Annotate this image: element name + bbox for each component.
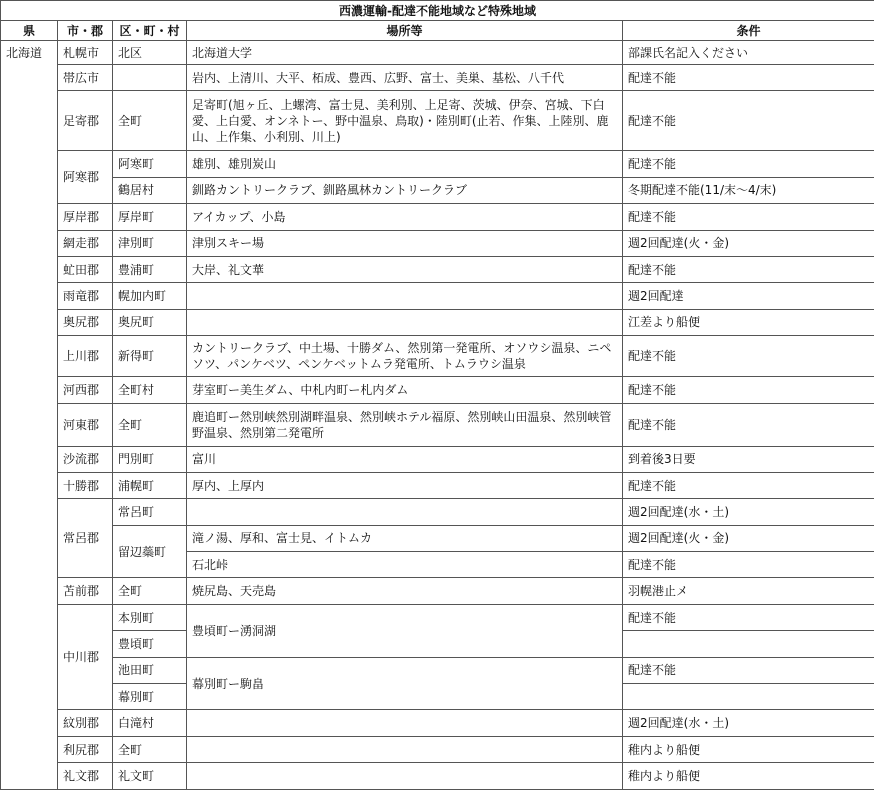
condition-cell: 配達不能 bbox=[623, 91, 874, 151]
table-row bbox=[1, 736, 874, 762]
place-cell: 足寄町(旭ヶ丘、上螺湾、富士見、美利別、上足寄、茨城、伊奈、宮城、下白愛、上白愛、オンネトー、野中温泉、鳥取)・陸別町(止若、作集、上陸別、鹿山、上作集、小利別、川上) bbox=[187, 91, 623, 151]
condition-cell: 週2回配達(水・土) bbox=[623, 499, 874, 525]
city-cell: 紋別郡 bbox=[58, 710, 113, 736]
ward-cell: 幌加内町 bbox=[113, 283, 187, 309]
city-cell: 奥尻郡 bbox=[58, 309, 113, 335]
condition-cell: 配達不能 bbox=[623, 604, 874, 630]
place-cell: 岩内、上清川、大平、柘成、豊西、広野、富士、美巣、基松、八千代 bbox=[187, 65, 623, 91]
condition-cell: 部課氏名記入ください bbox=[623, 41, 874, 65]
table-row bbox=[1, 763, 874, 789]
condition-cell: 配達不能 bbox=[623, 151, 874, 177]
ward-cell: 豊浦町 bbox=[113, 256, 187, 282]
city-cell: 苫前郡 bbox=[58, 578, 113, 604]
ward-cell: 厚岸町 bbox=[113, 204, 187, 230]
ward-cell: 全町 bbox=[113, 578, 187, 604]
ward-cell: 鶴居村 bbox=[113, 177, 187, 203]
prefecture-cell: 北海道 bbox=[1, 41, 58, 790]
city-cell: 帯広市 bbox=[58, 65, 113, 91]
place-cell: 津別スキー場 bbox=[187, 230, 623, 256]
place-cell bbox=[187, 736, 623, 762]
place-cell: 鹿追町ー然別峡然別湖畔温泉、然別峡ホテル福原、然別峡山田温泉、然別峡管野温泉、然別第二発電所 bbox=[187, 403, 623, 446]
city-cell: 利尻郡 bbox=[58, 736, 113, 762]
city-cell: 河西郡 bbox=[58, 377, 113, 403]
city-cell: 虻田郡 bbox=[58, 256, 113, 282]
condition-cell: 配達不能 bbox=[623, 403, 874, 446]
place-cell: 大岸、礼文華 bbox=[187, 256, 623, 282]
ward-cell: 浦幌町 bbox=[113, 472, 187, 498]
table-row bbox=[1, 336, 874, 377]
city-cell: 常呂郡 bbox=[58, 499, 113, 578]
place-cell: 釧路カントリークラブ、釧路風林カントリークラブ bbox=[187, 177, 623, 203]
ward-cell: 津別町 bbox=[113, 230, 187, 256]
table-row bbox=[1, 578, 874, 604]
condition-cell: 江差より船便 bbox=[623, 309, 874, 335]
table-row bbox=[1, 65, 874, 91]
table-row bbox=[1, 657, 874, 683]
condition-cell: 週2回配達(火・金) bbox=[623, 230, 874, 256]
condition-cell: 稚内より船便 bbox=[623, 763, 874, 789]
condition-cell: 配達不能 bbox=[623, 204, 874, 230]
city-cell: 十勝郡 bbox=[58, 472, 113, 498]
place-cell bbox=[187, 309, 623, 335]
place-cell: 北海道大学 bbox=[187, 41, 623, 65]
condition-cell: 配達不能 bbox=[623, 377, 874, 403]
table-title: 西濃運輸-配達不能地域など特殊地域 bbox=[1, 1, 874, 21]
ward-cell: 留辺蘂町 bbox=[113, 525, 187, 578]
ward-cell: 全町 bbox=[113, 403, 187, 446]
place-cell: 焼尻島、天売島 bbox=[187, 578, 623, 604]
table-row bbox=[1, 446, 874, 472]
condition-cell: 週2回配達(火・金) bbox=[623, 525, 874, 551]
city-cell: 沙流郡 bbox=[58, 446, 113, 472]
condition-cell: 稚内より船便 bbox=[623, 736, 874, 762]
ward-cell: 門別町 bbox=[113, 446, 187, 472]
table-row bbox=[1, 91, 874, 151]
ward-cell: 奥尻町 bbox=[113, 309, 187, 335]
place-cell: 富川 bbox=[187, 446, 623, 472]
title-row bbox=[1, 1, 874, 21]
place-cell: カントリークラブ、中土場、十勝ダム、然別第一発電所、オソウシ温泉、ニペソツ、パンケベツ、ペンケベットムラ発電所、トムラウシ温泉 bbox=[187, 336, 623, 377]
table-row bbox=[1, 256, 874, 282]
ward-cell: 常呂町 bbox=[113, 499, 187, 525]
place-cell: アイカップ、小島 bbox=[187, 204, 623, 230]
city-cell: 河東郡 bbox=[58, 403, 113, 446]
city-cell: 札幌市 bbox=[58, 41, 113, 65]
table-row bbox=[1, 710, 874, 736]
ward-cell: 白滝村 bbox=[113, 710, 187, 736]
header-city-county: 市・郡 bbox=[58, 21, 113, 41]
table-head bbox=[1, 1, 874, 41]
ward-cell: 北区 bbox=[113, 41, 187, 65]
table-row bbox=[1, 403, 874, 446]
table-row bbox=[1, 525, 874, 551]
condition-cell: 週2回配達(水・土) bbox=[623, 710, 874, 736]
header-ward-town-village: 区・町・村 bbox=[113, 21, 187, 41]
place-cell bbox=[187, 283, 623, 309]
ward-cell: 阿寒町 bbox=[113, 151, 187, 177]
table-row bbox=[1, 499, 874, 525]
condition-cell: 冬期配達不能(11/末〜4/末) bbox=[623, 177, 874, 203]
city-cell: 阿寒郡 bbox=[58, 151, 113, 204]
place-cell: 滝ノ湯、厚和、富士見、イトムカ bbox=[187, 525, 623, 551]
condition-cell bbox=[623, 631, 874, 657]
table-row bbox=[1, 283, 874, 309]
place-cell: 雄別、雄別炭山 bbox=[187, 151, 623, 177]
place-cell: 厚内、上厚内 bbox=[187, 472, 623, 498]
city-cell: 厚岸郡 bbox=[58, 204, 113, 230]
table-row bbox=[1, 151, 874, 177]
condition-cell: 配達不能 bbox=[623, 336, 874, 377]
city-cell: 足寄郡 bbox=[58, 91, 113, 151]
city-cell: 上川郡 bbox=[58, 336, 113, 377]
table-row bbox=[1, 472, 874, 498]
ward-cell bbox=[113, 65, 187, 91]
header-prefecture: 県 bbox=[1, 21, 58, 41]
ward-cell: 全町 bbox=[113, 91, 187, 151]
place-cell bbox=[187, 710, 623, 736]
header-row bbox=[1, 21, 874, 41]
header-condition: 条件 bbox=[623, 21, 874, 41]
city-cell: 礼文郡 bbox=[58, 763, 113, 789]
table-row bbox=[1, 41, 874, 65]
condition-cell: 到着後3日要 bbox=[623, 446, 874, 472]
city-cell: 網走郡 bbox=[58, 230, 113, 256]
condition-cell: 週2回配達 bbox=[623, 283, 874, 309]
place-cell bbox=[187, 499, 623, 525]
ward-cell: 幕別町 bbox=[113, 684, 187, 710]
table-row bbox=[1, 309, 874, 335]
place-cell bbox=[187, 763, 623, 789]
condition-cell bbox=[623, 684, 874, 710]
table-body bbox=[1, 41, 874, 790]
city-cell: 雨竜郡 bbox=[58, 283, 113, 309]
header-place: 場所等 bbox=[187, 21, 623, 41]
ward-cell: 池田町 bbox=[113, 657, 187, 683]
condition-cell: 配達不能 bbox=[623, 256, 874, 282]
condition-cell: 配達不能 bbox=[623, 472, 874, 498]
ward-cell: 新得町 bbox=[113, 336, 187, 377]
ward-cell: 全町 bbox=[113, 736, 187, 762]
ward-cell: 礼文町 bbox=[113, 763, 187, 789]
condition-cell: 配達不能 bbox=[623, 65, 874, 91]
place-cell: 豊頃町ー湧洞湖 bbox=[187, 604, 623, 657]
place-cell: 芽室町ー美生ダム、中札内町ー札内ダム bbox=[187, 377, 623, 403]
table-row bbox=[1, 604, 874, 630]
condition-cell: 配達不能 bbox=[623, 552, 874, 578]
ward-cell: 豊頃町 bbox=[113, 631, 187, 657]
ward-cell: 本別町 bbox=[113, 604, 187, 630]
place-cell: 幕別町ー駒畠 bbox=[187, 657, 623, 710]
table-row bbox=[1, 204, 874, 230]
city-cell: 中川郡 bbox=[58, 604, 113, 710]
condition-cell: 羽幌港止メ bbox=[623, 578, 874, 604]
table-row bbox=[1, 177, 874, 203]
place-cell: 石北峠 bbox=[187, 552, 623, 578]
table-row bbox=[1, 377, 874, 403]
condition-cell: 配達不能 bbox=[623, 657, 874, 683]
table-row bbox=[1, 230, 874, 256]
ward-cell: 全町村 bbox=[113, 377, 187, 403]
